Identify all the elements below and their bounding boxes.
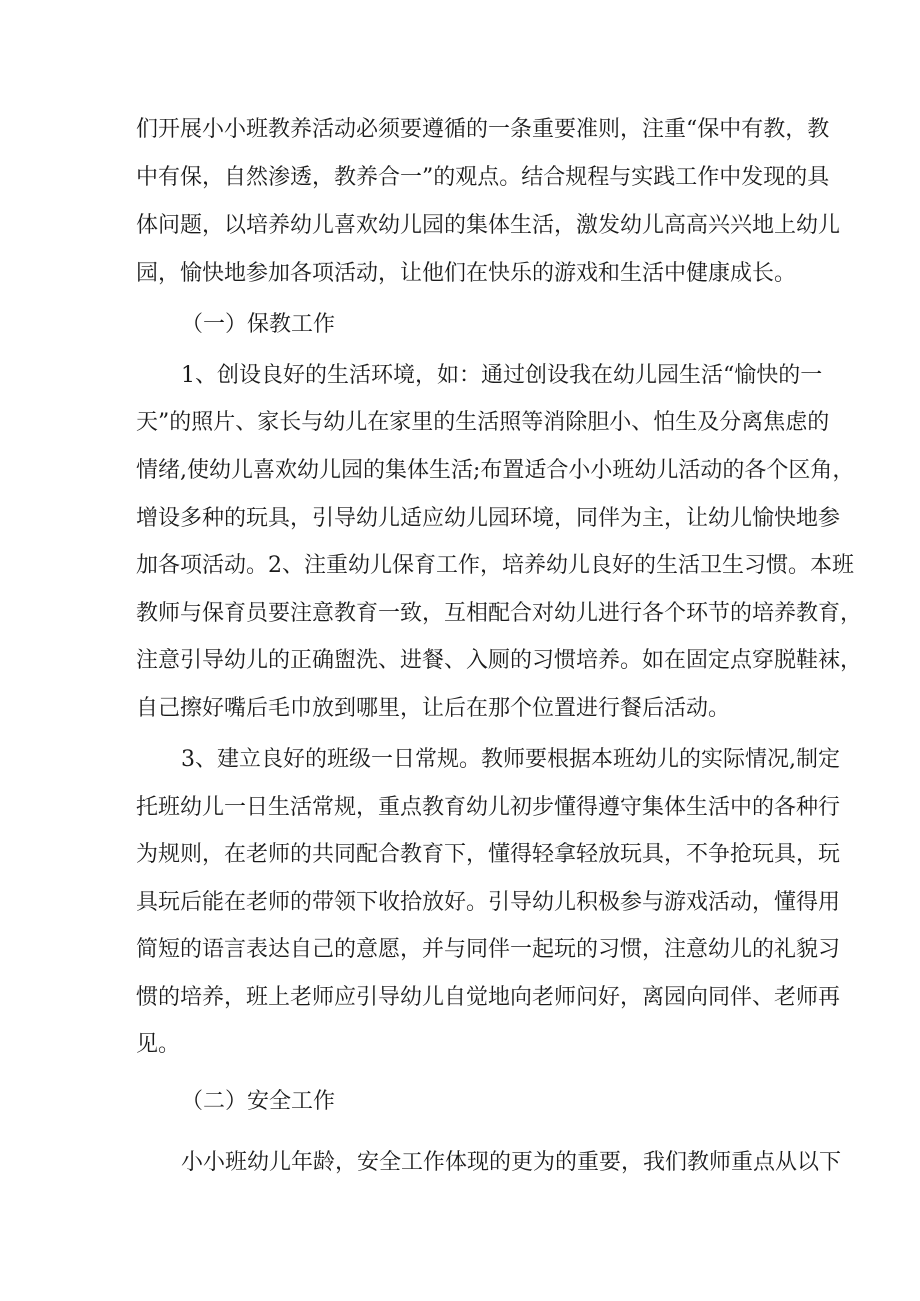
paragraph-line: 简短的语言表达自己的意愿，并与同伴一起玩的习惯，注意幼儿的礼貌习 [136, 937, 841, 962]
paragraph-line: 中有保，自然渗透，教养合一”的观点。结合规程与实践工作中发现的具 [136, 165, 830, 190]
paragraph-line: 具玩后能在老师的带领下收拾放好。引导幼儿积极参与游戏活动，懂得用 [136, 890, 841, 915]
paragraph-line: 3、建立良好的班级一日常规。教师要根据本班幼儿的实际情况,制定 [181, 747, 840, 772]
paragraph-line: 1、创设良好的生活环境，如：通过创设我在幼儿园生活“愉快的一 [181, 363, 823, 388]
paragraph-line: 小小班幼儿年龄，安全工作体现的更为的重要，我们教师重点从以下 [181, 1150, 842, 1175]
paragraph-line: 为规则，在老师的共同配合教育下，懂得轻拿轻放玩具，不争抢玩具，玩 [136, 842, 841, 867]
section-heading-anquan: （二）安全工作 [181, 1089, 336, 1114]
paragraph-line: 教师与保育员要注意教育一致，互相配合对幼儿进行各个环节的培养教育， [136, 601, 863, 626]
paragraph-line: 惯的培养，班上老师应引导幼儿自觉地向老师问好，离园向同伴、老师再 [136, 985, 841, 1010]
paragraph-line: 园，愉快地参加各项活动，让他们在快乐的游戏和生活中健康成长。 [136, 261, 797, 286]
paragraph-line: 情绪,使幼儿喜欢幼儿园的集体生活;布置适合小小班幼儿活动的各个区角， [136, 458, 855, 483]
paragraph-line: 自己擦好嘴后毛巾放到哪里，让后在那个位置进行餐后活动。 [136, 696, 731, 721]
paragraph-line: 加各项活动。2、注重幼儿保育工作，培养幼儿良好的生活卫生习惯。本班 [136, 553, 854, 578]
paragraph-line: 注意引导幼儿的正确盥洗、进餐、入厕的习惯培养。如在固定点穿脱鞋袜， [136, 648, 863, 673]
paragraph-line: 增设多种的玩具，引导幼儿适应幼儿园环境，同伴为主，让幼儿愉快地参 [136, 506, 841, 531]
paragraph-line: 体问题，以培养幼儿喜欢幼儿园的集体生活，激发幼儿高高兴兴地上幼儿 [136, 213, 841, 238]
paragraph-line: 见。 [136, 1032, 181, 1057]
paragraph-line: 天”的照片、家长与幼儿在家里的生活照等消除胆小、怕生及分离焦虑的 [136, 410, 830, 435]
paragraph-line: 们开展小小班教养活动必须要遵循的一条重要准则，注重“保中有教，教 [136, 117, 830, 142]
paragraph-line: 托班幼儿一日生活常规，重点教育幼儿初步懂得遵守集体生活中的各种行 [136, 795, 841, 820]
section-heading-baojiao: （一）保教工作 [181, 312, 336, 337]
